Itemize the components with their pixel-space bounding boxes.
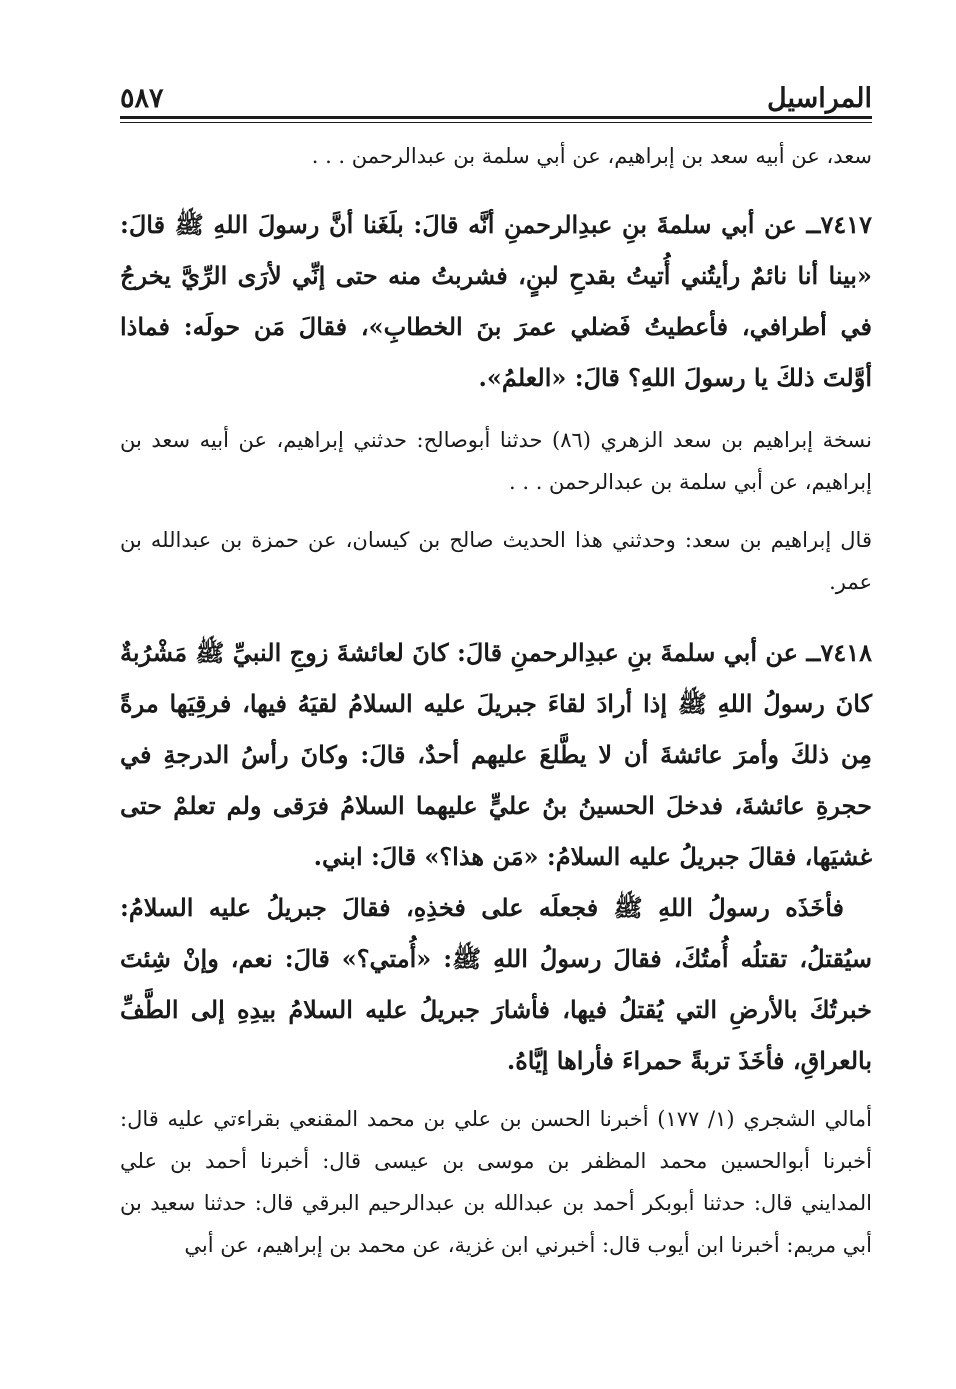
source-note-ibrahim: قال إبراهيم بن سعد: وحدثني هذا الحديث صالح بن كيسان، عن حمزة بن عبدالله بن عمر. — [120, 528, 872, 594]
hadith-7418: ٧٤١٨ــ عن أبي سلمةَ بنِ عبدِالرحمنِ قالَ: كانَ لعائشةَ زوجِ النبيِّ ﷺ مَشْرُبةٌ كانَ رسولُ اللهِ ﷺ إذا أرادَ لقاءَ جبريلَ عليه السلامُ لقيَهُ فيها، فرقِيَها مرةً مِن ذلكَ وأمرَ عائشةَ أن لا يطَّلعَ عليهم أحدٌ، قالَ: وكانَ رأسُ الدرجةِ في حجرةِ عائشةَ، فدخلَ الحسينُ بنُ عليٍّ عليهما السلامُ فرَقى ولم تعلمْ حتى غشيَها، فقالَ جبريلُ عليه السلامُ: «مَن هذا؟» قالَ: ابني. — [120, 638, 872, 871]
source-continuation: سعد، عن أبيه سعد بن إبراهيم، عن أبي سلمة بن عبدالرحمن . . . — [311, 144, 872, 168]
hadith-7417: ٧٤١٧ــ عن أبي سلمةَ بنِ عبدِالرحمنِ أنَّه قالَ: بلَغَنا أنَّ رسولَ اللهِ ﷺ قالَ: «بينا أنا نائمٌ رأيتُني أُتيتُ بقدحِ لبنٍ، فشربتُ منه حتى إنِّي لأرَى الرِّيَّ يخرجُ في أطرافي، فأعطيتُ فَضلي عمرَ بنَ الخطابِ»، فقالَ مَن حولَه: فماذا أوَّلتَ ذلكَ يا رسولَ اللهِ؟ قالَ: «العلمُ». — [120, 210, 872, 392]
page-number: ٥٨٧ — [120, 83, 164, 114]
source-note-zuhri: نسخة إبراهيم بن سعد الزهري (٨٦) حدثنا أبوصالح: حدثني إبراهيم، عن أبيه سعد بن إبراهيم، عن أبي سلمة بن عبدالرحمن . . . — [120, 428, 873, 494]
running-title: المراسيل — [767, 83, 872, 114]
hadith-7418-continuation: فأخَذَه رسولُ اللهِ ﷺ فجعلَه على فخذِهِ، فقالَ جبريلُ عليه السلامُ: سيُقتلُ، تقتلُه أُمتُكَ، فقالَ رسولُ اللهِ ﷺ: «أُمتي؟» قالَ: نعم، وإنْ شِئتَ خبرتُكَ بالأرضِ التي يُقتلُ فيها، فأشارَ جبريلُ عليه السلامُ بيدِهِ إلى الطَّفِّ بالعراقِ، فأخَذَ تربةً حمراءَ فأراها إيَّاهُ. — [120, 893, 872, 1075]
book-page — [120, 70, 872, 1266]
header-rule-thin — [120, 122, 872, 123]
source-note-shajari: أمالي الشجري (١/ ١٧٧) أخبرنا الحسن بن علي بن محمد المقنعي بقراءتي عليه قال: أخبرنا أبوالحسين محمد المظفر بن موسى بن عيسى قال: أخبرنا أحمد بن علي المدايني قال: حدثنا أبوبكر أحمد بن عبدالله بن عبدالرحيم البرقي قال: حدثنا سعيد بن أبي مريم: أخبرنا ابن أيوب قال: أخبرني ابن غزية، عن محمد بن إبراهيم، عن أبي — [120, 1107, 872, 1257]
header-rule-thick — [120, 116, 872, 119]
running-header — [120, 70, 872, 114]
